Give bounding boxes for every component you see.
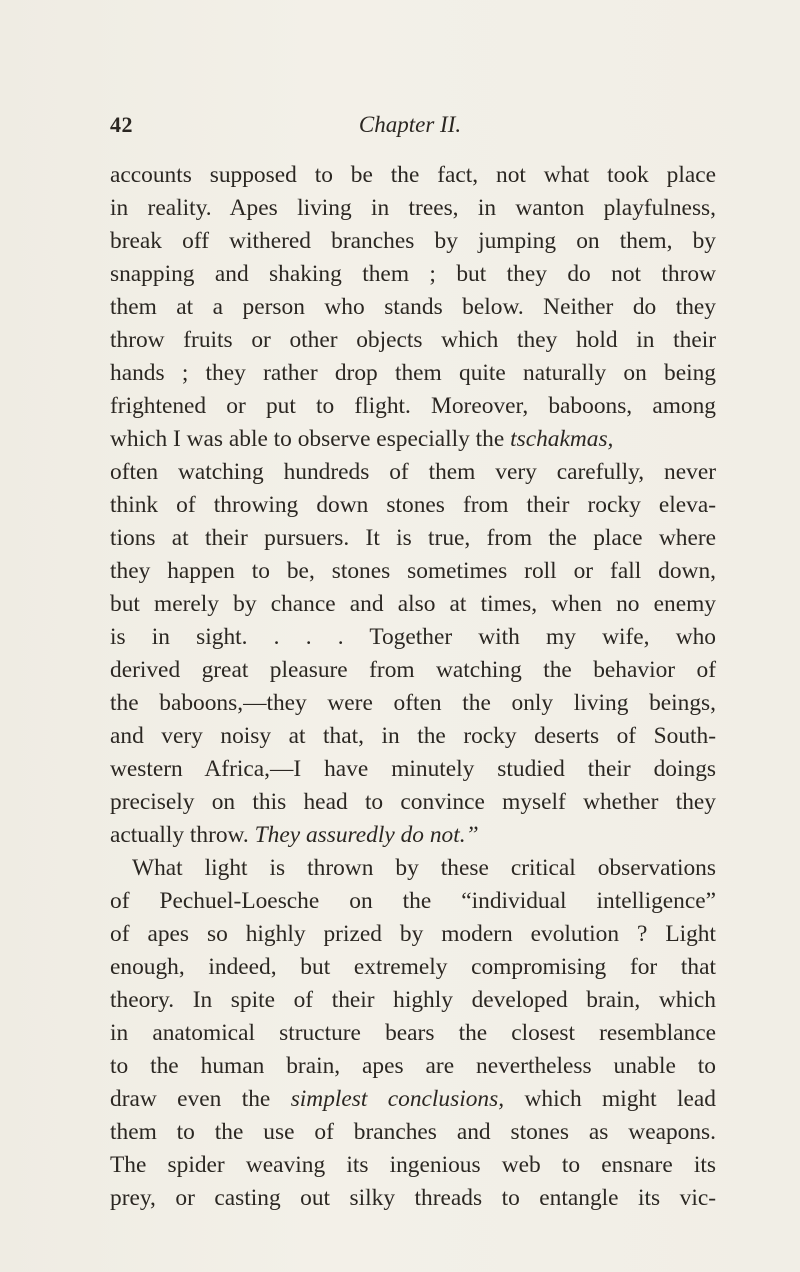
text-line: the baboons,—they were often the only living beings, [110, 690, 716, 716]
text-line: western Africa,—I have minutely studied their doings [110, 756, 716, 782]
emphasis-text: simplest conclusions, [290, 1086, 505, 1112]
text-line: accounts supposed to be the fact, not what took place [110, 162, 716, 188]
text-line: is in sight. . . . Together with my wife, who [110, 624, 716, 650]
text-line: they happen to be, stones sometimes roll or fall down, [110, 558, 716, 584]
text-line: hands ; they rather drop them quite naturally on being [110, 360, 716, 386]
text-line: of apes so highly prized by modern evolution ? Light [110, 921, 716, 947]
emphasis-text: They assuredly do not.” [254, 822, 479, 848]
text-line: in reality. Apes living in trees, in wanton playfulness, [110, 195, 716, 221]
page-header [110, 112, 710, 148]
page-number: 42 [110, 112, 133, 137]
text-line: to the human brain, apes are nevertheless unable to [110, 1053, 716, 1079]
text-line: break off withered branches by jumping on them, by [110, 228, 716, 254]
text-line: in anatomical structure bears the closest resemblance [110, 1020, 716, 1046]
text-line: The spider weaving its ingenious web to ensnare its [110, 1152, 716, 1178]
text-line: and very noisy at that, in the rocky deserts of South- [110, 723, 716, 749]
text-line: often watching hundreds of them very carefully, never [110, 459, 716, 485]
text-line: frightened or put to flight. Moreover, baboons, among [110, 393, 716, 419]
text-line: prey, or casting out silky threads to entangle its vic- [110, 1185, 716, 1211]
text-line: snapping and shaking them ; but they do not throw [110, 261, 716, 287]
text-line: of Pechuel-Loesche on the “individual intelligence” [110, 888, 716, 914]
text-line: throw fruits or other objects which they hold in their [110, 327, 716, 353]
text-line [110, 1083, 716, 1116]
text-line: think of throwing down stones from their rocky eleva- [110, 492, 716, 518]
text-line [110, 819, 716, 852]
text-line: them to the use of branches and stones as weapons. [110, 1119, 716, 1145]
text-line [110, 423, 716, 456]
text-run: which might lead [504, 1086, 716, 1112]
body-text [110, 159, 716, 1215]
chapter-title: Chapter II. [358, 112, 462, 137]
text-line: precisely on this head to convince myself whether they [110, 789, 716, 815]
text-line: but merely by chance and also at times, when no enemy [110, 591, 716, 617]
text-line: tions at their pursuers. It is true, from the place where [110, 525, 716, 551]
text-line: What light is thrown by these critical observations [132, 855, 716, 881]
text-run: draw even the [110, 1086, 291, 1112]
text-run: which I was able to observe especially the [110, 426, 511, 452]
text-run: actually throw. [110, 822, 255, 848]
text-line: enough, indeed, but extremely compromising for that [110, 954, 716, 980]
text-line: derived great pleasure from watching the behavior of [110, 657, 716, 683]
text-line: them at a person who stands below. Neither do they [110, 294, 716, 320]
text-line: theory. In spite of their highly developed brain, which [110, 987, 716, 1013]
emphasis-text: tschakmas, [510, 426, 614, 452]
